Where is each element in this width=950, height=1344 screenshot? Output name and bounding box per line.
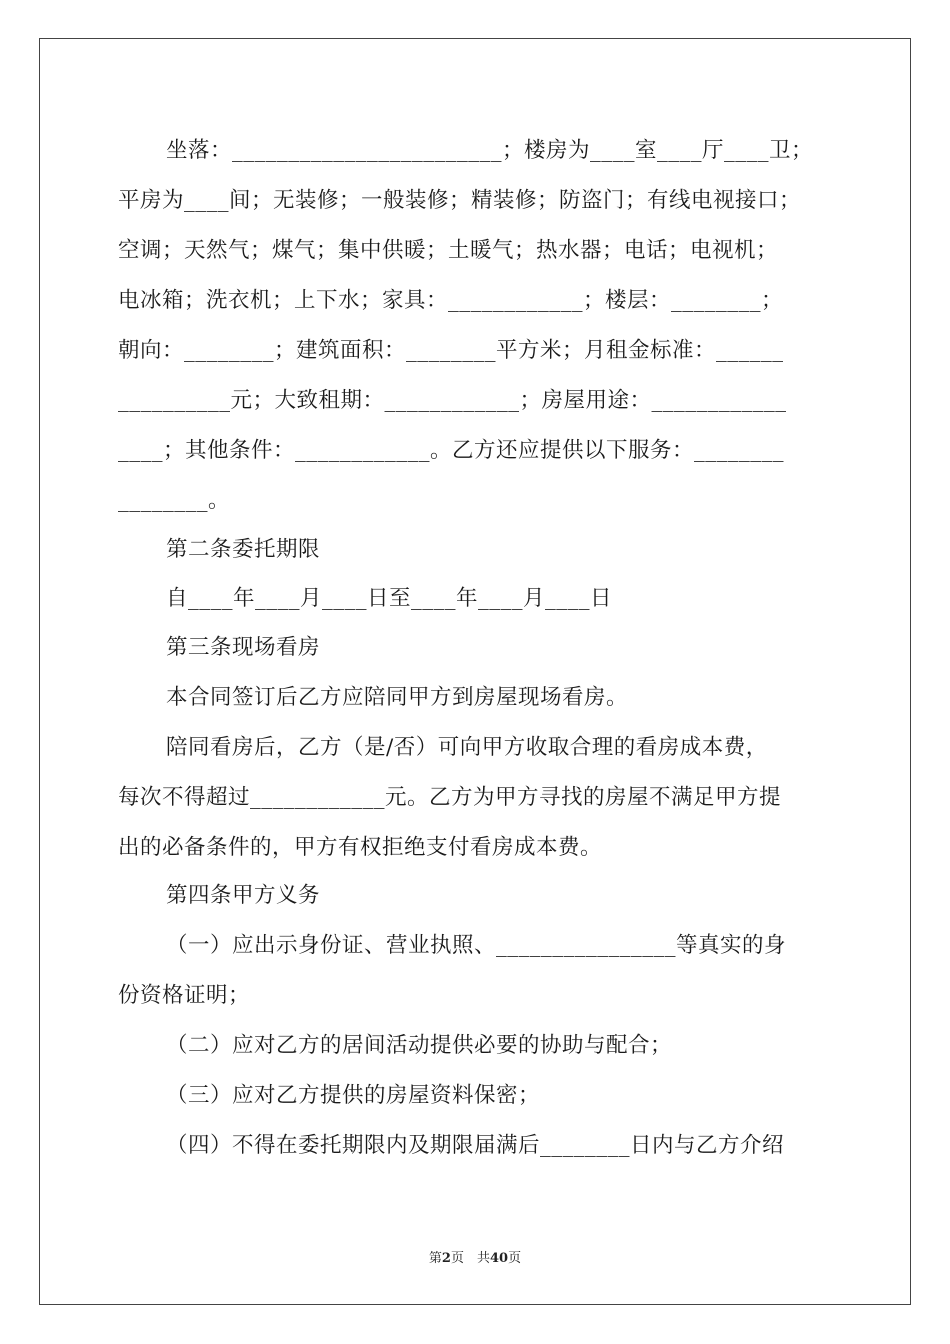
- footer-suffix: 页: [508, 1251, 522, 1266]
- text-line: 陪同看房后，乙方（是/否）可向甲方收取合理的看房成本费，: [166, 735, 768, 760]
- footer-prefix: 第: [428, 1251, 442, 1266]
- text-line: （三）应对乙方提供的房屋资料保密；: [166, 1083, 541, 1108]
- text-line: 平房为____间；无装修；一般装修；精装修；防盗门；有线电视接口；: [118, 188, 802, 213]
- text-line: ________。: [118, 488, 231, 513]
- text-line: 坐落：________________________；楼房为____室____厅____卫；: [166, 138, 814, 163]
- section-heading: 第二条委托期限: [166, 537, 321, 562]
- text-line: （四）不得在委托期限内及期限届满后________日内与乙方介绍: [166, 1133, 785, 1158]
- text-line: ____；其他条件：____________。乙方还应提供以下服务：________: [118, 438, 785, 463]
- text-line: 出的必备条件的，甲方有权拒绝支付看房成本费。: [118, 835, 603, 860]
- total-pages: 40: [489, 1251, 509, 1266]
- text-line: 电冰箱；洗衣机；上下水；家具：____________；楼层：________；: [118, 288, 784, 313]
- text-line: （二）应对乙方的居间活动提供必要的协助与配合；: [166, 1033, 673, 1058]
- page-number: 2: [441, 1251, 451, 1266]
- section-heading: 第四条甲方义务: [166, 883, 321, 908]
- page-footer: [0, 1247, 950, 1266]
- text-line: 份资格证明；: [118, 983, 251, 1008]
- text-line: （一）应出示身份证、营业执照、________________等真实的身: [166, 933, 787, 958]
- section-heading: 第三条现场看房: [166, 635, 321, 660]
- footer-mid: 页 共: [450, 1251, 490, 1266]
- text-line: 本合同签订后乙方应陪同甲方到房屋现场看房。: [166, 685, 629, 710]
- text-line: 朝向：________；建筑面积：________平方米；月租金标准：______: [118, 338, 784, 363]
- text-line: 每次不得超过____________元。乙方为甲方寻找的房屋不满足甲方提: [118, 785, 782, 810]
- page-border: [39, 38, 911, 1305]
- text-line: 自____年____月____日至____年____月____日: [166, 586, 613, 611]
- text-line: 空调；天然气；煤气；集中供暖；土暖气；热水器；电话；电视机；: [118, 238, 779, 263]
- text-line: __________元；大致租期：____________；房屋用途：____________: [118, 388, 787, 413]
